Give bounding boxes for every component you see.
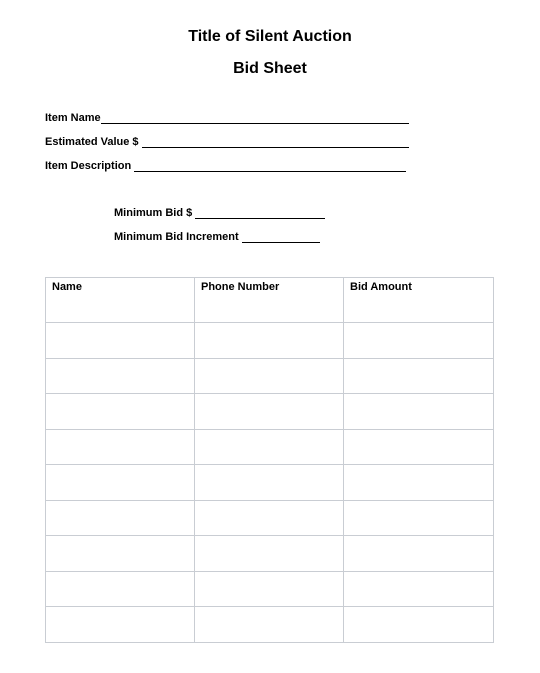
phone-number-cell[interactable]: [195, 607, 344, 643]
table-row: [46, 571, 494, 607]
name-cell[interactable]: [46, 607, 195, 643]
minimum-bid-blank[interactable]: [195, 207, 325, 219]
table-row: [46, 323, 494, 359]
bid-amount-cell[interactable]: [344, 465, 494, 501]
item-description-label: Item Description: [45, 160, 132, 172]
phone-number-cell[interactable]: [195, 394, 344, 430]
bid-amount-cell[interactable]: [344, 571, 494, 607]
phone-number-cell[interactable]: [195, 536, 344, 572]
minimum-bid-field[interactable]: [114, 207, 325, 219]
minimum-bid-label: Minimum Bid $: [114, 207, 193, 219]
phone-number-cell[interactable]: [195, 500, 344, 536]
column-header-bid-amount: Bid Amount: [344, 278, 494, 323]
table-row: [46, 607, 494, 643]
phone-number-cell[interactable]: [195, 429, 344, 465]
item-name-label: Item Name: [45, 112, 101, 124]
minimum-bid-increment-field[interactable]: [114, 231, 320, 243]
bid-amount-cell[interactable]: [344, 536, 494, 572]
bid-table: [45, 277, 494, 643]
phone-number-cell[interactable]: [195, 358, 344, 394]
phone-number-cell[interactable]: [195, 571, 344, 607]
table-row: [46, 465, 494, 501]
bid-amount-cell[interactable]: [344, 429, 494, 465]
column-header-name: Name: [46, 278, 195, 323]
name-cell[interactable]: [46, 571, 195, 607]
bid-amount-cell[interactable]: [344, 323, 494, 359]
table-row: [46, 500, 494, 536]
phone-number-cell[interactable]: [195, 323, 344, 359]
table-row: [46, 536, 494, 572]
page-title: Title of Silent Auction: [188, 28, 352, 45]
name-cell[interactable]: [46, 394, 195, 430]
item-name-field[interactable]: [45, 112, 409, 124]
item-description-field[interactable]: [45, 160, 406, 172]
minimum-bid-increment-label: Minimum Bid Increment: [114, 231, 239, 243]
table-row: [46, 358, 494, 394]
bid-amount-cell[interactable]: [344, 394, 494, 430]
table-row: [46, 429, 494, 465]
bid-amount-cell[interactable]: [344, 500, 494, 536]
column-header-phone-number: Phone Number: [195, 278, 344, 323]
name-cell[interactable]: [46, 465, 195, 501]
table-row: [46, 394, 494, 430]
name-cell[interactable]: [46, 536, 195, 572]
estimated-value-blank[interactable]: [142, 136, 409, 148]
item-name-blank[interactable]: [101, 112, 409, 124]
phone-number-cell[interactable]: [195, 465, 344, 501]
name-cell[interactable]: [46, 500, 195, 536]
name-cell[interactable]: [46, 429, 195, 465]
bid-amount-cell[interactable]: [344, 607, 494, 643]
page-subtitle: Bid Sheet: [233, 60, 307, 77]
estimated-value-label: Estimated Value $: [45, 136, 139, 148]
minimum-bid-increment-blank[interactable]: [242, 231, 320, 243]
bid-amount-cell[interactable]: [344, 358, 494, 394]
name-cell[interactable]: [46, 323, 195, 359]
item-description-blank[interactable]: [134, 160, 406, 172]
bid-table-header-row: [46, 278, 494, 323]
bid-table-body: [46, 323, 494, 643]
estimated-value-field[interactable]: [45, 136, 409, 148]
name-cell[interactable]: [46, 358, 195, 394]
